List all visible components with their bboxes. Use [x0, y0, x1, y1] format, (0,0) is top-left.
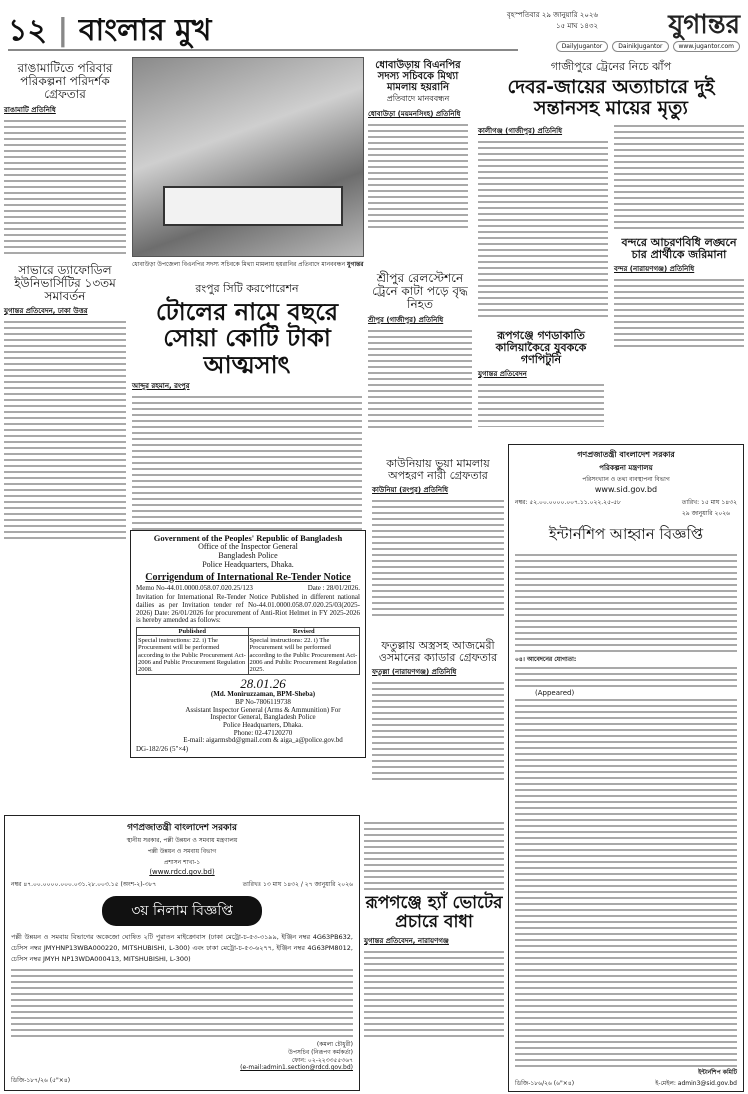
story-gazipur: গাজীপুরে ট্রেনের নিচে ঝাঁপ দেবর-জায়ের অত্যাচারে দুই সন্তানসহ মায়ের মৃত্যু কালীগঞ্জ (গাজীপুর) প্রতিনিধি বন্দরে আচরণবিধি লঙ্ঘনে চার প্রার্থীকে জরিমানা বন্দর (নারায়ণগঞ্জ) প্রতিনিধি	[478, 58, 744, 347]
story-kaunia: কাউনিয়ায় ভুয়া মামলায় অপহরণ নারী গ্রেফতার কাউনিয়া (রংপুর) প্রতিনিধি	[372, 458, 504, 618]
story-rupganj-dacoity: রূপগঞ্জে গণডাকাতি কালিয়াকৈরে যুবককে গণপিটুনি যুগান্তর প্রতিবেদন	[478, 330, 604, 427]
signature: 28.01.26	[240, 676, 286, 692]
auction-title: ৩য় নিলাম বিজ্ঞপ্তি	[102, 896, 262, 926]
police-tender-notice: Government of the Peoples' Republic of Bangladesh Office of the Inspector General Bangladesh Police Police Headquarters, Dhaka. Corrigendum of International Re-Tender Notice Memo No-44.01.0000.058.07.020.25/123 Date : 28/01/2026. Invitation for International Re-Tender Notice Published in different national dailies as per Invitation tender ref No-44.01.0000.058.07.020.25/03(2025-2026) Date: 26/01/2026 for procurement of Anti-Riot Helmet in FY 2025-2026 is hereby amended as follows: Published Revised Special instructions: 22. i) The Procurement will be performed according to the Public Procurement Act-2006 and Public Procurement Regulation 2008. Special instructions: 22. i) The Procurement will be performed according to the Public Procurement Act-2006 and Public Procurement Regulation 2025. 28.01.26 (Md. Moniruzzaman, BPM-Sheba) BP No-7806119738 Assistant Inspector General (Arms & Ammunition) For Inspector General, Bangladesh Police Police Headquarters, Dhaka. Phone: 02-47120270 E-mail: aigarmsbd@gmail.com & aiga_a@police.gov.bd DG-182/26 (5"×4)	[130, 530, 366, 758]
section-title: বাংলার মুখ	[78, 13, 212, 48]
story-rupganj-vote: রূপগঞ্জে হ্যাঁ ভোটের প্রচারে বাধা যুগান্তর প্রতিবেদন, নারায়ণগঞ্জ	[364, 820, 504, 1039]
rdcd-auction-notice: গণপ্রজাতন্ত্রী বাংলাদেশ সরকার স্থানীয় সরকার, পল্লী উন্নয়ন ও সমবায় মন্ত্রণালয় পল্লী উন্নয়ন ও সমবায় বিভাগ প্রশাসন শাখা-১ (www.rdcd.gov.bd) নম্বর ৪৭.০০.০০০০.০০০.০৩১.২৮.০০৩.১৫ (অংশ-২)-৩৮৭ তারিখঃ ১৩ মাঘ ১৪৩২ / ২৭ জানুয়ারি ২০২৬ ৩য় নিলাম বিজ্ঞপ্তি পল্লী উন্নয়ন ও সমবায় বিভাগের অকেজো ঘোষিত ২টি পুরাতন মাইক্রোবাস (ঢাকা মেট্রো-চ-৫৩-৩১৯৯, ইঞ্জিন নম্বর 4G63PB632, চেসিস নম্বর JMYHNP13WBA000220, MITSHUBISHI, L-300) এবং ঢাকা মেট্রো-চ-৫৩-৬২৭৭, ইঞ্জিন নম্বর 4G63PM8012, চেসিস নম্বর JMYH NP13WDA000413, MITSHUBISHI, L-300) (কমলা চৌধুরী) উপসচিব (নিরূপণ কর্মকর্তা) ফোন: ০২-২২৩৩৫৫৩৬৭ (e-mail:admin1.section@rdcd.gov.bd) ডিজি-১৮৭/২৬ (৫"×৪)	[4, 815, 360, 1091]
story-rangamati: রাঙামাটিতে পরিবার পরিকল্পনা পরিদর্শক গ্রেফতার রাঙামাটি প্রতিনিধি সাভারে ড্যাফোডিল ইউনিভার্সিটির ১৩তম সমাবর্তন যুগান্তর প্রতিবেদন, ঢাকা উত্তর	[4, 62, 126, 539]
photo-caption: ধোবাউড়া উপজেলা বিএনপির সদস্য সচিবকে মিথ্যা মামলায় হয়রানির প্রতিবাদে মানববন্ধন যুগান্তর	[132, 261, 364, 268]
page-number: ১২ | বাংলার মুখ	[8, 13, 212, 48]
banner-in-photo	[163, 186, 343, 226]
facebook-link[interactable]: DailyJugantor	[556, 41, 609, 52]
youtube-link[interactable]: DainikJugantor	[612, 41, 668, 52]
sid-internship-notice: গণপ্রজাতন্ত্রী বাংলাদেশ সরকার পরিকল্পনা মন্ত্রণালয় পরিসংখ্যান ও তথ্য ব্যবস্থাপনা বিভাগ www.sid.gov.bd নম্বর: ৫২.০০.০০০০.০০৭.১১.০২২.২৫-৫৮ তারিখ: ১৫ মাঘ ১৪৩২ ২৯ জানুয়ারি ২০২৬ ইন্টার্নশিপ আহ্বান বিজ্ঞপ্তি ০৪। আবেদনের যোগ্যতা: (Appeared) ইন্টার্নশিপ কমিটি ডিজি-১৮৬/২৬ (৬"×৪) ই-মেইল: admin3@sid.gov.bd	[508, 444, 744, 1092]
story-dhobaura: ধোবাউড়ায় বিএনপির সদস্য সচিবকে মিথ্যা মামলায় হয়রানি প্রতিবাদে মানববন্ধন ধোবাউড়া (ময়মনসিংহ) প্রতিনিধি	[368, 60, 468, 232]
newspaper-logo: যুগান্তর	[668, 10, 740, 40]
story-sreepur: শ্রীপুর রেলস্টেশনে ট্রেনে কাটা পড়ে বৃদ্ধ নিহত শ্রীপুর (গাজীপুর) প্রতিনিধি	[368, 272, 472, 428]
header-rule	[8, 49, 518, 51]
news-photo	[132, 57, 364, 257]
social-links	[556, 41, 740, 52]
website-link[interactable]: www.jugantor.com	[673, 41, 741, 52]
amendment-table: Published Revised Special instructions: 22. i) The Procurement will be performed according to the Public Procurement Act-2006 and Public Procurement Regulation 2008. Special instructions: 22. i) The Procurement will be performed according to the Public Procurement Act-2006 and Public Procurement Regulation 2025.	[136, 627, 360, 675]
edition-date: বৃহস্পতিবার ২৯ জানুয়ারি ২০২৬ ১৫ মাঘ ১৪৩২	[506, 11, 598, 30]
story-rangpur: রংপুর সিটি করপোরেশন টোলের নামে বছরে সোয়া কোটি টাকা আত্মসাৎ আব্দুর রহমান, রংপুর	[132, 280, 362, 544]
story-fatullah: ফতুল্লায় অস্ত্রসহ আজমেরী ওসমানের ক্যাডার গ্রেফতার ফতুল্লা (নারায়ণগঞ্জ) প্রতিনিধি	[372, 640, 504, 780]
